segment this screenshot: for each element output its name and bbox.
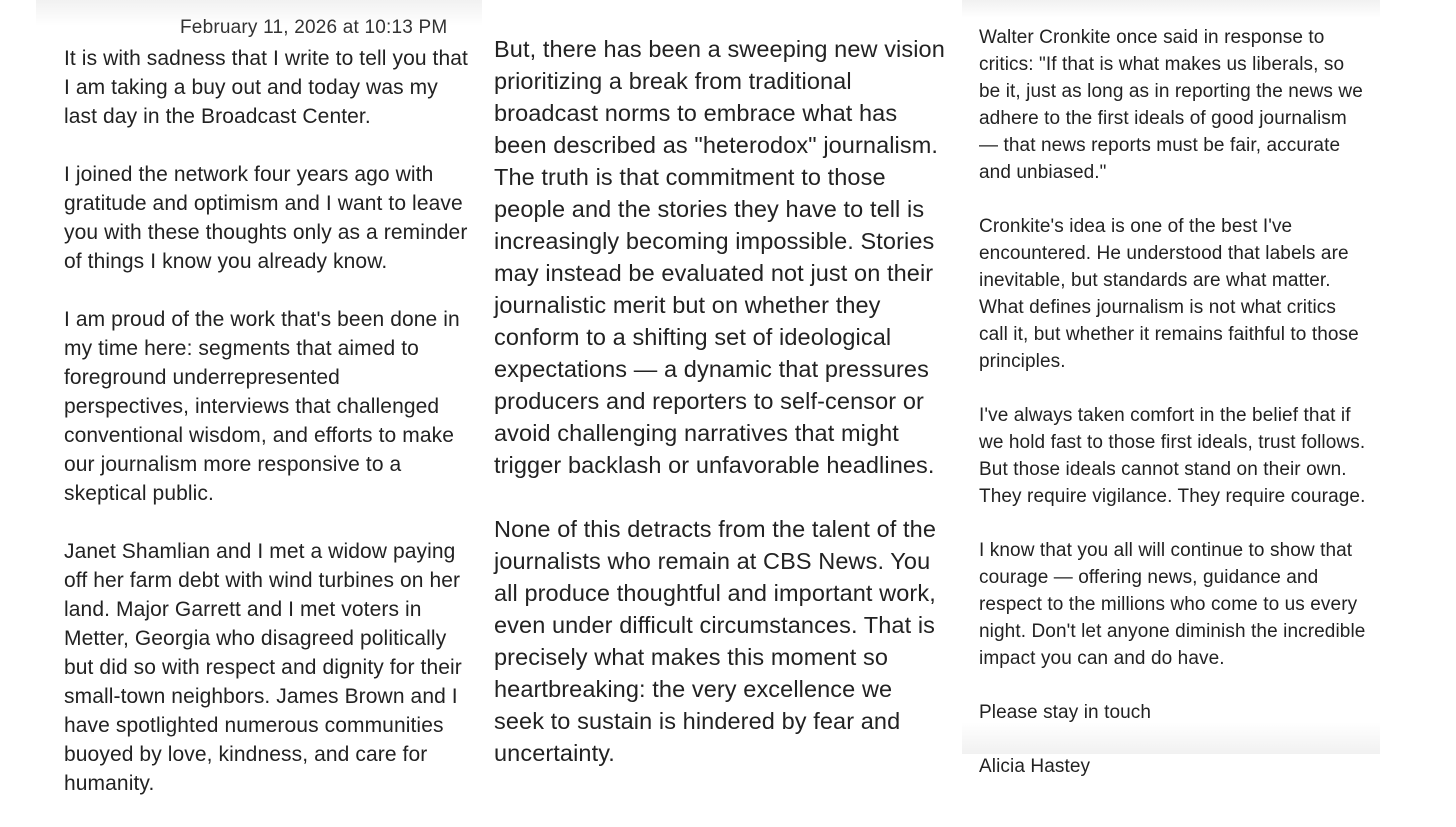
middle-column bbox=[494, 0, 946, 801]
paragraph: It is with sadness that I write to tell you that I am taking a buy out and today was my last day in the Broadcast Center. bbox=[64, 47, 468, 128]
paragraph: Janet Shamlian and I met a widow paying off her farm debt with wind turbines on her land. Major Garrett and I met voters in Metter, Georgia who disagreed politically but did so with respect and dignity for their small-town neighbors. James Brown and I have spotlighted numerous communities buoyed by love, kindness, and care for humanity. bbox=[64, 540, 462, 795]
right-column bbox=[962, 0, 1380, 777]
sign-off: Please stay in touch bbox=[979, 702, 1152, 723]
paragraph: I joined the network four years ago with gratitude and optimism and I want to leave you with these thoughts only as a reminder of things I know you already know. bbox=[64, 163, 468, 273]
paragraph: I know that you all will continue to show that courage — offering news, guidance and respect to the millions who come to us every night. Don't let anyone diminish the incredible impact you can and do have. bbox=[979, 540, 1366, 669]
paragraph: Cronkite's idea is one of the best I've encountered. He understood that labels are inevitable, but standards are what matter. What defines journalism is not what critics call it, but whether it remains faithful to those principles. bbox=[979, 216, 1359, 372]
email-timestamp: February 11, 2026 at 10:13 PM bbox=[180, 17, 448, 38]
paragraph: I've always taken comfort in the belief that if we hold fast to those first ideals, trust follows. But those ideals cannot stand on their own. They require vigilance. They require courage. bbox=[979, 405, 1366, 507]
signature-name: Alicia Hastey bbox=[979, 756, 1091, 777]
left-column bbox=[36, 0, 482, 827]
paragraph: Walter Cronkite once said in response to critics: "If that is what makes us liberals, so be it, just as long as in reporting the news we adhere to the first ideals of good journalism — that news reports must be fair, accurate and unbiased." bbox=[979, 27, 1363, 183]
paragraph: None of this detracts from the talent of the journalists who remain at CBS News. You all produce thoughtful and important work, even under difficult circumstances. That is precisely what makes this moment so heartbreaking: the very excellence we seek to sustain is hindered by fear and uncertainty. bbox=[494, 516, 936, 766]
paragraph: But, there has been a sweeping new vision prioritizing a break from traditional broadcast norms to embrace what has been described as "heterodox" journalism. The truth is that commitment to those people and the stories they have to tell is increasingly becoming impossible. Stories may instead be evaluated not just on their journalistic merit but on whether they conform to a shifting set of ideological expectations — a dynamic that pressures producers and reporters to self-censor or avoid challenging narratives that might trigger backlash or unfavorable headlines. bbox=[494, 36, 945, 478]
paragraph: I am proud of the work that's been done in my time here: segments that aimed to foreground underrepresented perspectives, interviews that challenged conventional wisdom, and efforts to make our journalism more responsive to a skeptical public. bbox=[64, 308, 460, 505]
